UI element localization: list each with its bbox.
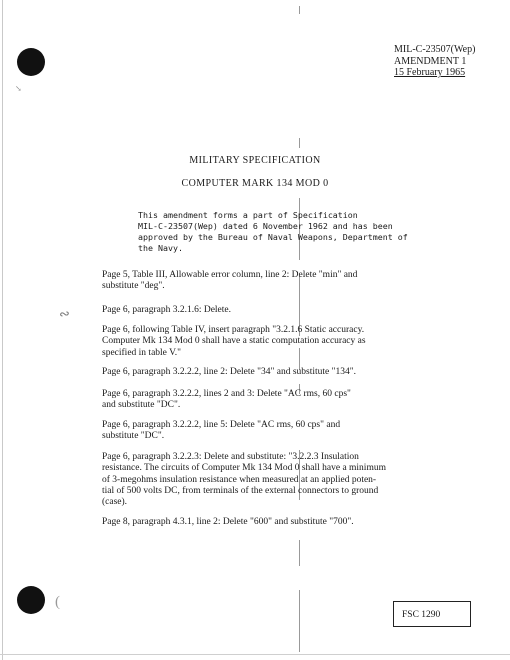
amendment-item: Page 6, paragraph 3.2.2.2, lines 2 and 3: Delete "AC rms, 60 cps" and substitute "DC".: [102, 389, 351, 411]
amendment-item: Page 6, following Table IV, insert paragraph "3.2.1.6 Static accuracy. Computer Mk 134 Mod 0 shall have a static computation accuracy as specified in table V.": [102, 325, 366, 358]
fsc-code-box: FSC 1290: [393, 601, 471, 627]
margin-squiggle-mark: ∾: [57, 305, 71, 322]
left-edge-rule: [2, 0, 3, 660]
binder-hole-top: [17, 48, 45, 76]
intro-paragraph: This amendment forms a part of Specification MIL-C-23507(Wep) dated 6 November 1962 and has been approved by the Bureau of Naval Weapons, Department of the Navy.: [138, 210, 408, 253]
fold-mark: [299, 540, 300, 566]
fold-mark: [299, 590, 300, 652]
document-number: MIL-C-23507(Wep): [394, 44, 476, 55]
amendment-item: Page 6, paragraph 3.2.2.2, line 5: Delete "AC rms, 60 cps" and substitute "DC".: [102, 420, 341, 442]
amendment-date: 15 February 1965: [394, 67, 466, 78]
bottom-edge-rule: [0, 654, 510, 655]
amendment-item: Page 8, paragraph 4.3.1, line 2: Delete "600" and substitute "700".: [102, 517, 354, 527]
amendment-item: Page 6, paragraph 3.2.2.2, line 2: Delete "34" and substitute "134".: [102, 367, 357, 377]
margin-paren-mark: (: [55, 594, 60, 610]
amendment-item: Page 6, paragraph 3.2.2.3: Delete and substitute: "3.2.2.3 Insulation resistance. The circuits of Computer Mk 134 Mod 0 shall have a minimum of 3-megohms insulation resistance when measured at an applied poten- tial of 500 volts DC, from terminals of the external connectors to ground (case).: [102, 452, 386, 508]
fold-mark: [299, 138, 300, 148]
scan-mark: ↘: [15, 84, 22, 93]
amendment-number: AMENDMENT 1: [394, 55, 467, 67]
document-header: [394, 44, 475, 79]
spec-subtitle: COMPUTER MARK 134 MOD 0: [181, 178, 329, 189]
amendment-item: Page 6, paragraph 3.2.1.6: Delete.: [102, 305, 231, 315]
spec-title: MILITARY SPECIFICATION: [189, 155, 321, 166]
binder-hole-bottom: [17, 586, 45, 614]
fold-mark: [299, 6, 300, 14]
amendment-item: Page 5, Table III, Allowable error column, line 2: Delete "min" and substitute "deg".: [102, 270, 358, 292]
